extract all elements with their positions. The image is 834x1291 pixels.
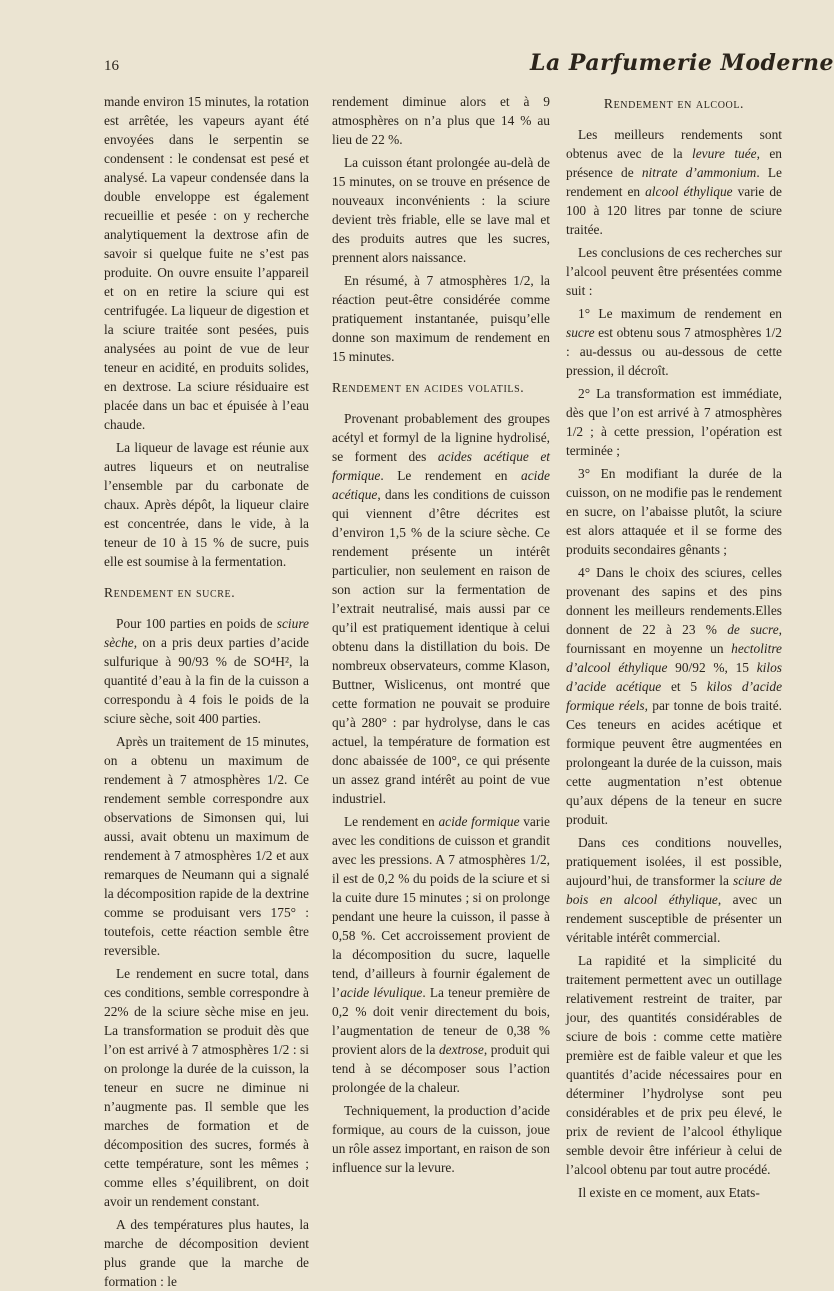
- paragraph: La rapidité et la simplicité du traitement permettent avec un outillage relativement restreint de traiter, par jour, des quantités considérables de sciure de bois : comme cette matière première est de faible valeur et que les quantités d’acide nécessaires pour en déterminer l’hydrolyse sont peu considérables et de prix peu élevé, le prix de revient de l’alcool éthylique semble devoir être inférieur à celui de l’alcool obtenu par tout autre procédé.: [566, 953, 782, 1177]
- paragraph: [566, 304, 782, 380]
- text-run: , produit qui tend à se décomposer sous l’action prolongée de la chaleur.: [332, 1042, 550, 1095]
- paragraph: Le rendement en sucre total, dans ces conditions, semble correspondre à 22% de la sciure sèche mise en jeu. La transformation se produit dès que l’on est arrivé à 7 atmosphères 1/2 : si on prolonge la durée de la cuisson, la teneur en sucre ne diminue ni n’augmente pas. Il semble que les marches de formation et de décomposition des sucres, formés à cette température, sont les mêmes ; comme elles s’équilibrent, on doit avoir un rendement constant.: [104, 966, 309, 1209]
- paragraph: Après un traitement de 15 minutes, on a obtenu un maximum de rendement à 7 atmosphères 1/2. Ce rendement semble correspondre aux observations de Simonsen qui, lui aussi, avait obtenu un maximum de rendement à 7 atmosphères 1/2 et aux remarques de Neumann qui a signalé la décomposition rapide de la dextrine comme se produisant vers 175° : toutefois, cette réaction semble être reversible.: [104, 734, 309, 958]
- paragraph: 2° La transformation est immédiate, dès que l’on est arrivé à 7 atmosphères 1/2 ; à cette pression, l’opération est terminée ;: [566, 386, 782, 458]
- section-heading-acides-volatils: Rendement en acides volatils.: [332, 380, 525, 395]
- paragraph: rendement diminue alors et à 9 atmosphères on n’a plus que 14 % au lieu de 22 %.: [332, 94, 550, 147]
- text-run: . Le rendement en: [566, 165, 782, 199]
- journal-title: La Parfumerie Moderne: [530, 50, 834, 76]
- paragraph: La liqueur de lavage est réunie aux autres liqueurs et on neutralise l’ensemble par du carbonate de chaux. Après dépôt, la liqueur claire est concentrée, dans le vide, à la teneur de 10 à 15 % de sucre, puis elle est soumise à la fermentation.: [104, 440, 309, 569]
- emphasis: hectolitre d’alcool éthylique: [566, 641, 782, 675]
- text-run: Provenant probablement des groupes acétyl et formyl de la lignine hydrolisé, se forment des: [332, 411, 550, 464]
- emphasis: kilos d’acide acétique: [566, 660, 782, 694]
- emphasis: acide acétique: [332, 468, 550, 502]
- paragraph: [566, 563, 782, 829]
- text-run: Pour 100 parties en poids de: [116, 616, 277, 631]
- column-2: [332, 92, 550, 1177]
- text-run: 90/92 %, 15: [667, 660, 757, 675]
- text-run: 1° Le maximum de rendement en: [578, 306, 782, 321]
- text-run: Dans ces conditions nouvelles, pratiquement isolées, il est possible, aujourd’hui, de transformer la: [566, 835, 782, 888]
- emphasis: de sucre: [727, 622, 779, 637]
- emphasis: sciure de bois en alcool éthylique: [566, 873, 782, 907]
- paragraph: mande environ 15 minutes, la rotation est arrêtée, les vapeurs ayant été envoyées dans le serpentin se condensent : le condensat est pesé et analysé. La vapeur condensée dans la double enveloppe est également recueillie et pesée : on y recherche analytiquement la dextrose afin de savoir si quelque fuite ne s’est pas produite. On ouvre ensuite l’appareil et on en retire la sciure qui est centrifugée. La liqueur de digestion et la sciure traitée sont pesées, puis analysées au point de vue de leur teneur en acidité, en produits solides, en dextrose. La sciure résiduaire est placée dans un bac et épuisée à l’eau chaude.: [104, 94, 309, 432]
- text-run: , en présence de: [566, 146, 782, 180]
- emphasis: levure tuée: [691, 146, 757, 161]
- text-run: , fournissant en moyenne un: [566, 622, 783, 656]
- emphasis: sciure sèche: [104, 616, 309, 650]
- paragraph: 3° En modifiant la durée de la cuisson, on ne modifie pas le rendement en sucre, on l’abaisse plutôt, la sciure est alors attaquée et il se forme des produits secondaires gênants ;: [566, 466, 782, 557]
- text-run: varie avec les conditions de cuisson et grandit avec les pressions. A 7 atmosphères 1/2, il est de 0,2 % du poids de la sciure et si la cuite dure 15 minutes ; si on prolonge pendant une heure la cuisson, il passe à 0,58 %. Cet accroissement provient de la décomposition du sucre, laquelle tend, d’ailleurs à fournir également de l’: [332, 814, 550, 1000]
- column-3: [566, 92, 782, 1202]
- paragraph: A des températures plus hautes, la marche de décomposition devient plus grande que la marche de formation : le: [104, 1217, 309, 1289]
- section-heading-sucre: Rendement en sucre.: [104, 585, 236, 600]
- paragraph: [332, 812, 550, 1097]
- text-run: . La teneur première de 0,2 % doit venir directement du bois, l’augmentation de teneur de 0,38 % provient alors de la: [332, 985, 550, 1057]
- emphasis: acide formique: [438, 814, 520, 829]
- emphasis: kilos d’acide formique réels: [566, 679, 783, 713]
- page-number: 16: [104, 58, 119, 74]
- text-run: , par tonne de bois traité. Ces teneurs en acides acétique et formique peuvent être augmentées en prolongeant la durée de la cuisson, mais cette augmentation n’est obtenue qu’aux dépens de la teneur en sucre produit.: [566, 698, 783, 827]
- paragraph: La cuisson étant prolongée au-delà de 15 minutes, on se trouve en présence de nouveaux inconvénients : la sciure devient très friable, elle se lave mal et des produits autres que les sucres, prennent alors naissance.: [332, 155, 550, 265]
- paragraph: [566, 833, 782, 947]
- text-run: Le rendement en: [344, 814, 439, 829]
- column-1: [104, 92, 309, 1291]
- emphasis: alcool éthylique: [645, 184, 733, 199]
- paragraph: Il existe en ce moment, aux Etats-: [578, 1185, 760, 1200]
- paragraph: Les conclusions de ces recherches sur l’alcool peuvent être présentées comme suit :: [566, 245, 782, 298]
- emphasis: dextrose: [438, 1042, 484, 1057]
- emphasis: acides acétique et formique: [332, 449, 550, 483]
- text-run: , dans les conditions de cuisson qui viennent d’être décrites est d’environ 1,5 % de la sciure sèche. Ce rendement présente un intérêt particulier, non seulement en raison de son action sur la fermentation de l’extrait neutralisé, mais aussi par ce qu’il est pratiquement identique à celui obtenu dans la distillation du bois. De nombreux observateurs, comme Klason, Buttner, Wislicenus, ont montré que cette formation ne pouvait se produire qu’à 280° : par hydrolyse, dans le cas actuel, la température de formation est donc abaissée de 100°, ce qui présente un assez grand intérêt au point de vue industriel.: [332, 487, 550, 806]
- paragraph: Techniquement, la production d’acide formique, au cours de la cuisson, joue un rôle assez important, en raison de son influence sur la levure.: [332, 1103, 550, 1175]
- emphasis: sucre: [566, 325, 595, 340]
- text-run: , on a pris deux parties d’acide sulfurique à 90/93 % de SO⁴H², la quantité d’eau à la fin de la cuisson a correspondu à 4 fois le poids de la sciure sèche, soit 400 parties.: [104, 635, 309, 726]
- paragraph: [332, 409, 550, 808]
- emphasis: nitrate d’ammonium: [641, 165, 757, 180]
- text-run: et 5: [661, 679, 707, 694]
- section-heading-alcool: Rendement en alcool.: [603, 96, 745, 111]
- text-run: est obtenu sous 7 atmosphères 1/2 : au-dessus ou au-dessous de cette pression, il décroît.: [566, 325, 782, 378]
- emphasis: acide lévulique: [340, 985, 423, 1000]
- text-run: Les meilleurs rendements sont obtenus avec de la: [566, 127, 782, 161]
- text-run: . Le rendement en: [380, 468, 521, 483]
- text-run: , avec un rendement susceptible de présenter un véritable intérêt commercial.: [566, 892, 782, 945]
- paragraph: En résumé, à 7 atmosphères 1/2, la réaction peut-être considérée comme pratiquement instantanée, puisqu’elle donne son maximum de rendement en 15 minutes.: [332, 273, 550, 364]
- text-run: varie de 100 à 120 litres par tonne de sciure traitée.: [566, 184, 782, 237]
- paragraph: [566, 125, 782, 239]
- text-run: 4° Dans le choix des sciures, celles provenant des sapins et des pins donnent les meilleurs rendements.Elles donnent de 22 à 23 %: [566, 565, 782, 637]
- paragraph: [104, 614, 309, 728]
